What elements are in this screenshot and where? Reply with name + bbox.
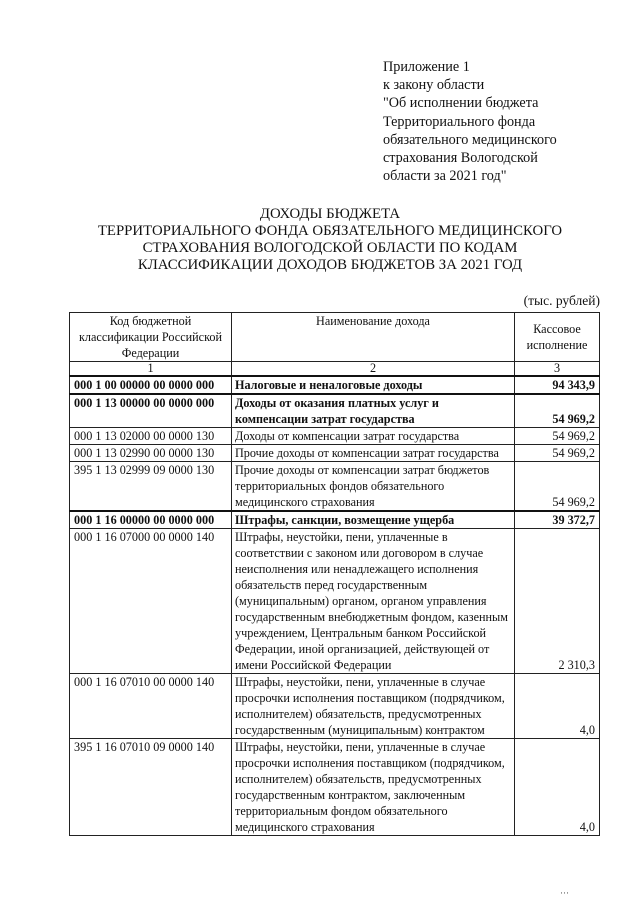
- row-code: 000 1 16 07000 00 0000 140: [70, 529, 232, 674]
- row-name: Штрафы, неустойки, пени, уплаченные в случае просрочки исполнения поставщиком (подрядчиком, исполнителем) обязательств, предусмотренных государственным контрактом, заключенным территориальным фондом обязательного медицинского страхования: [232, 739, 515, 836]
- row-code: 000 1 13 02990 00 0000 130: [70, 445, 232, 462]
- table-row: [70, 511, 600, 529]
- title-line: ДОХОДЫ БЮДЖЕТА: [259, 206, 401, 222]
- row-code: 000 1 00 00000 00 0000 000: [70, 376, 232, 394]
- footer-marks: ···: [560, 888, 569, 898]
- table-row: [70, 428, 600, 445]
- title-line: КЛАССИФИКАЦИИ ДОХОДОВ БЮДЖЕТОВ ЗА 2021 ГОД: [137, 257, 523, 273]
- row-amount: 39 372,7: [515, 511, 600, 529]
- row-amount: 2 310,3: [515, 529, 600, 674]
- row-amount: 54 969,2: [515, 428, 600, 445]
- row-name: Штрафы, неустойки, пени, уплаченные в случае просрочки исполнения поставщиком (подрядчиком, исполнителем) обязательств, предусмотренных государственным (муниципальным) контрактом: [232, 674, 515, 739]
- header-amount: Кассовое исполнение: [515, 313, 600, 362]
- row-amount: 54 969,2: [515, 462, 600, 512]
- row-amount: 4,0: [515, 739, 600, 836]
- row-name: Доходы от компенсации затрат государства: [232, 428, 515, 445]
- appendix-line: Приложение 1: [383, 59, 470, 75]
- row-code: 000 1 16 07010 00 0000 140: [70, 674, 232, 739]
- table-row: [70, 529, 600, 674]
- header-code: Код бюджетной классификации Российской Федерации: [70, 313, 232, 362]
- row-name: Прочие доходы от компенсации затрат бюджетов территориальных фондов обязательного медицинского страхования: [232, 462, 515, 512]
- table-row: [70, 394, 600, 428]
- appendix-line: к закону области: [383, 77, 485, 94]
- table-row: [70, 462, 600, 512]
- row-amount: 54 969,2: [515, 445, 600, 462]
- row-name: Налоговые и неналоговые доходы: [232, 376, 515, 394]
- revenue-table: [69, 312, 600, 836]
- column-number: 1: [70, 362, 232, 377]
- column-number: 3: [515, 362, 600, 377]
- table-header-row: [70, 313, 600, 362]
- appendix-line: "Об исполнении бюджета: [383, 95, 539, 112]
- row-name: Штрафы, неустойки, пени, уплаченные в соответствии с законом или договором в случае неисполнения или ненадлежащего исполнения обязательств перед государственным (муниципальным) органом, органом управления государственным внебюджетным фондом, казенным учреждением, Центральным банком Российской Федерации, иной организацией, действующей от имени Российской Федерации: [232, 529, 515, 674]
- table-row: [70, 674, 600, 739]
- row-code: 395 1 16 07010 09 0000 140: [70, 739, 232, 836]
- header-name: Наименование дохода: [232, 313, 515, 362]
- appendix-line: области за 2021 год": [383, 168, 507, 185]
- appendix-line: обязательного медицинского: [383, 131, 557, 148]
- row-name: Прочие доходы от компенсации затрат государства: [232, 445, 515, 462]
- row-name: Штрафы, санкции, возмещение ущерба: [232, 511, 515, 529]
- column-number: 2: [232, 362, 515, 377]
- row-amount: 94 343,9: [515, 376, 600, 394]
- row-amount: 54 969,2: [515, 394, 600, 428]
- title-line: СТРАХОВАНИЯ ВОЛОГОДСКОЙ ОБЛАСТИ ПО КОДАМ: [142, 240, 518, 256]
- document-title: [60, 206, 600, 274]
- appendix-note: [383, 58, 623, 185]
- table-row: [70, 739, 600, 836]
- table-row: [70, 445, 600, 462]
- row-code: 395 1 13 02999 09 0000 130: [70, 462, 232, 512]
- row-code: 000 1 13 00000 00 0000 000: [70, 394, 232, 428]
- units-label: (тыс. рублей): [523, 293, 600, 308]
- table-row: [70, 376, 600, 394]
- row-amount: 4,0: [515, 674, 600, 739]
- title-line: ТЕРРИТОРИАЛЬНОГО ФОНДА ОБЯЗАТЕЛЬНОГО МЕДИЦИНСКОГО: [97, 223, 563, 239]
- appendix-line: страхования Вологодской: [383, 150, 538, 167]
- row-name: Доходы от оказания платных услуг и компенсации затрат государства: [232, 394, 515, 428]
- appendix-line: Территориального фонда: [383, 113, 536, 130]
- column-number-row: [70, 362, 600, 377]
- row-code: 000 1 13 02000 00 0000 130: [70, 428, 232, 445]
- row-code: 000 1 16 00000 00 0000 000: [70, 511, 232, 529]
